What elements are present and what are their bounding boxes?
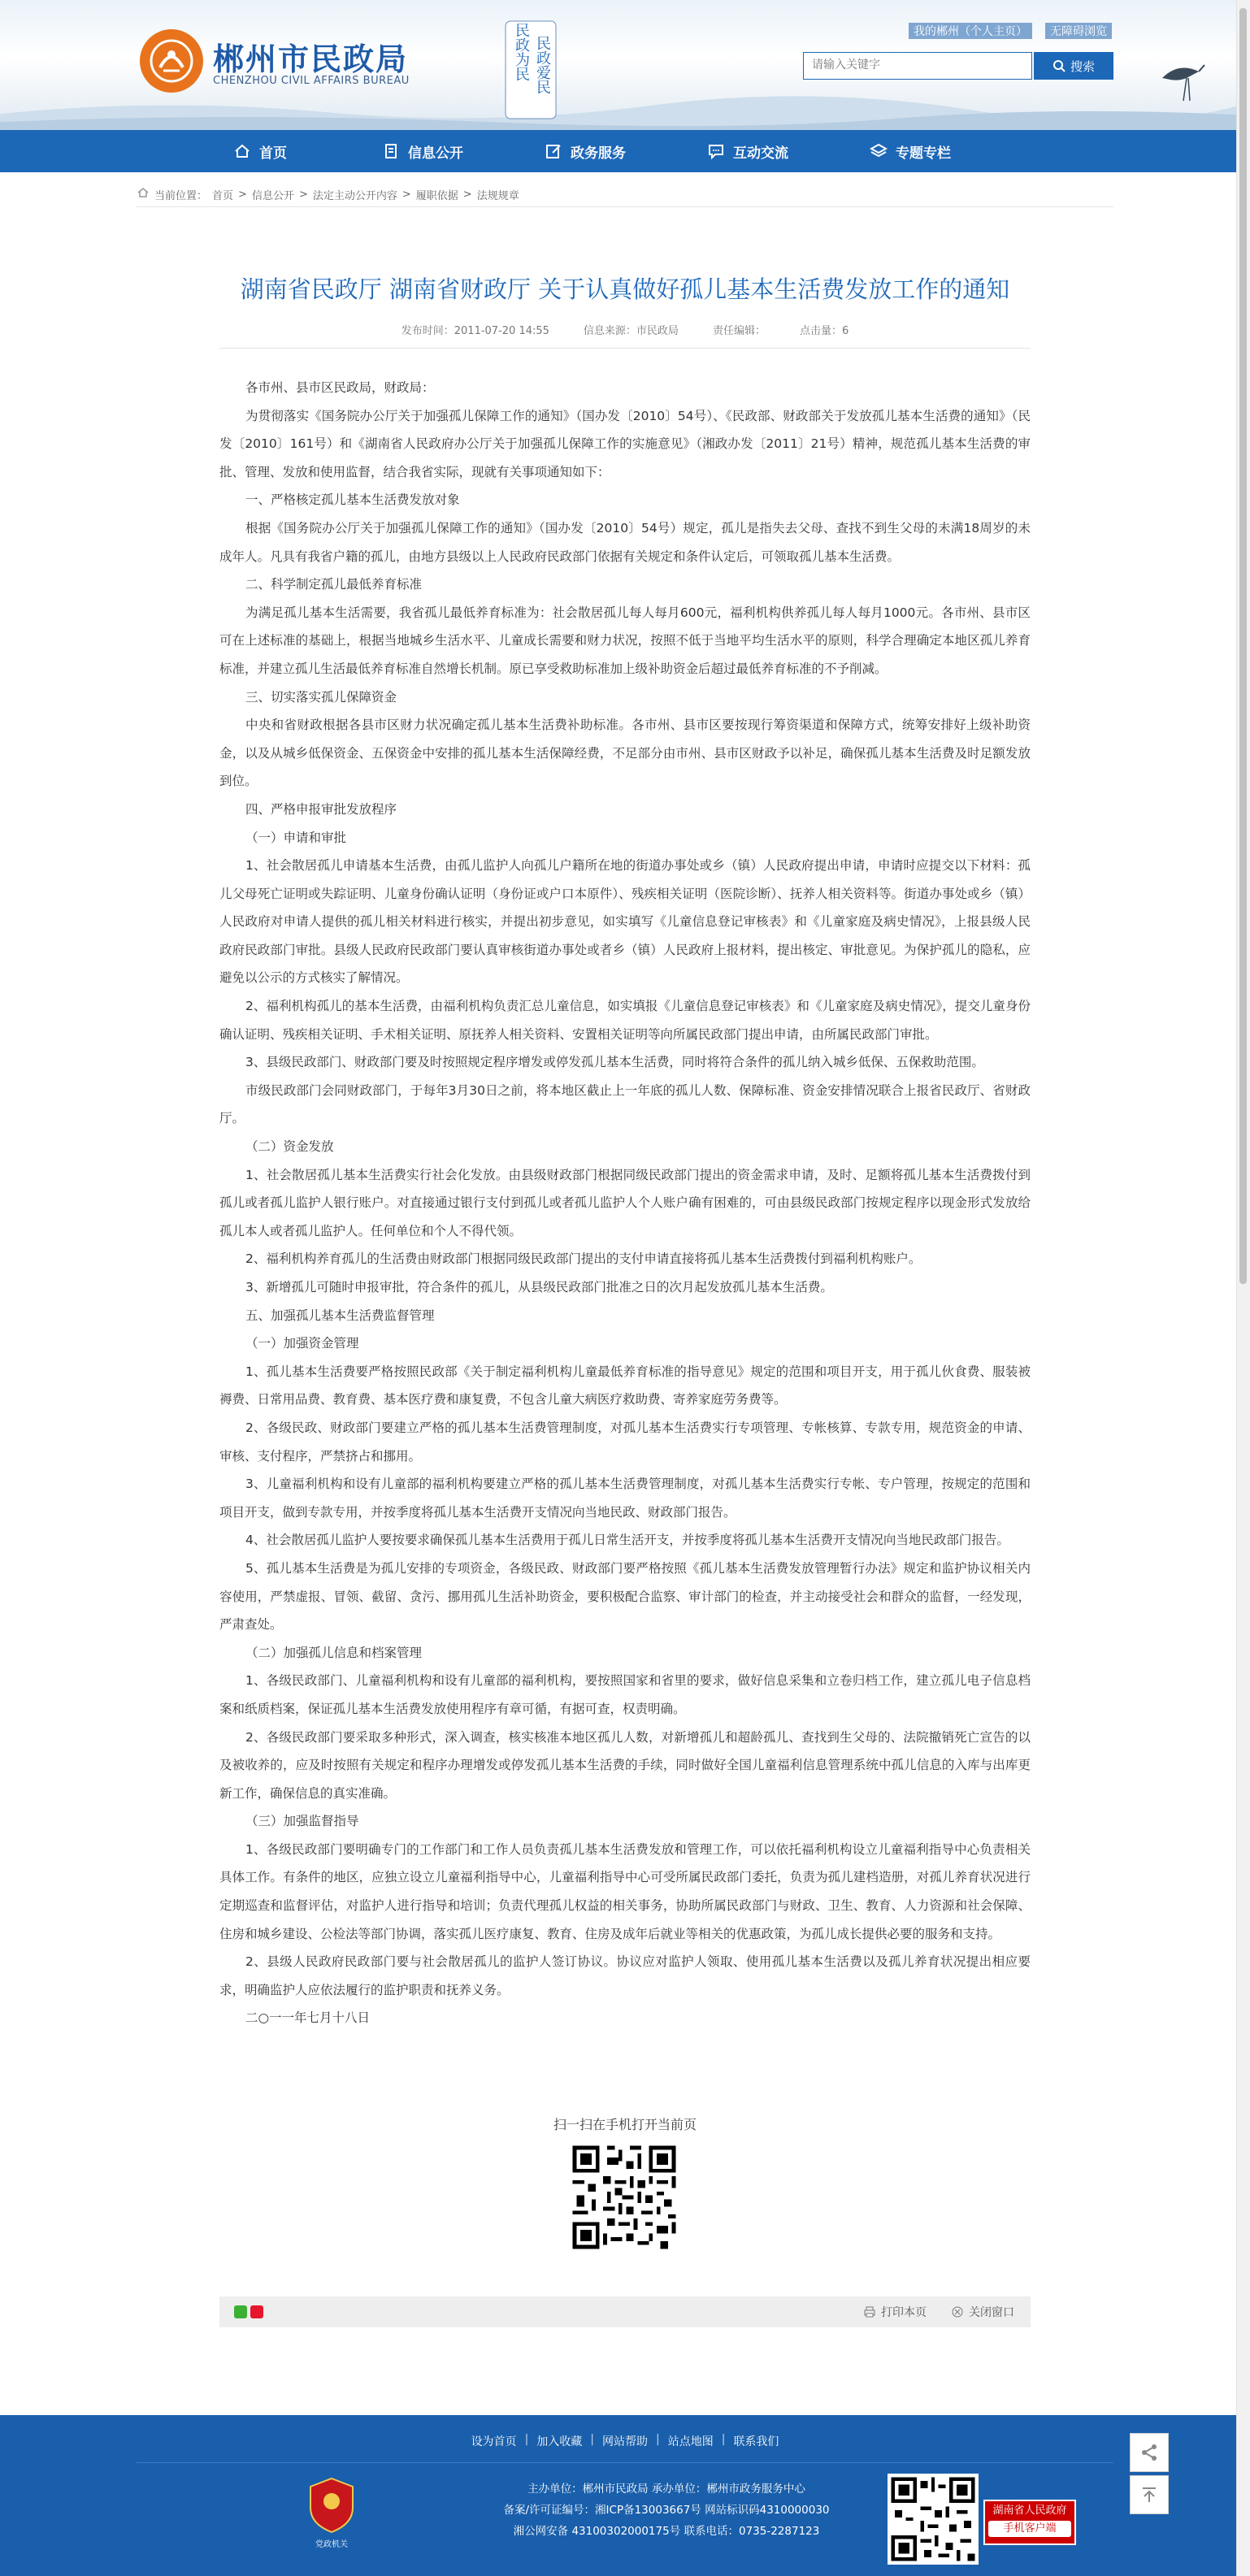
hunan-gov-app-badge[interactable]: [983, 2500, 1076, 2545]
paragraph: （二）资金发放: [245, 1139, 334, 1155]
breadcrumb: 当前位置： 首页 > 信息公开 > 法定主动公开内容 > 履职依据 > 法规规章: [137, 182, 1113, 207]
paragraph: 一、严格核定孤儿基本生活费发放对象: [245, 492, 460, 508]
meta-divider: [219, 348, 1031, 349]
nav-home-label: 首页: [259, 145, 287, 162]
paragraph: （一）加强资金管理: [245, 1336, 359, 1351]
nav-special-topics-label: 专题专栏: [896, 145, 951, 162]
paragraph: 5、孤儿基本生活费是为孤儿安排的专项资金，各级民政、财政部门要严格按照《孤儿基本生活费发放管理暂行办法》规定和监护协议相关内容使用，严禁虚报、冒领、截留、贪污、挪用孤儿生活补助资金，要积极配合监察、审计部门的检查，并主动接受社会和群众的监督，一经发现，严肃查处。: [219, 1560, 1031, 1633]
footer-links: 设为首页 | 加入收藏 | 网站帮助 | 站点地图 | 联系我们: [471, 2433, 779, 2448]
logo-emblem-icon: [149, 38, 194, 84]
search-button-label: 搜索: [1070, 59, 1095, 74]
top-links: [909, 23, 1112, 39]
paragraph: 市级民政部门会同财政部门，于每年3月30日之前，将本地区截止上一年底的孤儿人数、保障标准、资金安排情况联合上报省民政厅、省财政厅。: [219, 1082, 1031, 1126]
footer-link-sitemap[interactable]: 站点地图: [667, 2435, 714, 2448]
paragraph: 1、孤儿基本生活费要严格按照民政部《关于制定福利机构儿童最低养育标准的指导意见》规定的范围和项目开支，用于孤儿伙食费、服装被褥费、日常用品费、教育费、基本医疗费和康复费，不包含儿童大病医疗救助费、寄养家庭劳务费等。: [219, 1364, 1031, 1407]
nav-info-disclosure-label: 信息公开: [408, 145, 463, 162]
footer-link-homepage[interactable]: 设为首页: [471, 2435, 517, 2448]
nav-interaction[interactable]: [666, 130, 829, 172]
editor: 责任编辑：: [712, 325, 766, 337]
arrow-up-icon: [1139, 2484, 1160, 2505]
site-header: [0, 0, 1250, 130]
paragraph: （二）加强孤儿信息和档案管理: [245, 1645, 423, 1660]
breadcrumb-statutory[interactable]: 法定主动公开内容: [312, 189, 397, 202]
share-icons: [234, 2305, 263, 2318]
search-button[interactable]: [1034, 52, 1113, 80]
paragraph: 3、儿童福利机构和设有儿童部的福利机构要建立严格的孤儿基本生活费管理制度，对孤儿基本生活费实行专帐、专户管理，按规定的范围和项目开支，做到专款专用，并按季度将孤儿基本生活费开支情况向当地民政、财政部门报告。: [219, 1477, 1031, 1520]
weibo-share-icon[interactable]: [250, 2305, 263, 2318]
paragraph: 3、县级民政部门、财政部门要及时按照规定程序增发或停发孤儿基本生活费，同时将符合条件的孤儿纳入城乡低保、五保救助范围。: [245, 1055, 984, 1070]
view-count: 点击量：6: [799, 325, 849, 337]
crane-decoration: [1154, 54, 1211, 111]
wechat-share-icon[interactable]: [234, 2305, 247, 2318]
paragraph: 1、各级民政部门要明确专门的工作部门和工作人员负责孤儿基本生活费发放和管理工作，可以依托福利机构设立儿童福利指导中心负责相关具体工作。有条件的地区，应独立设立儿童福利指导中心，儿童福利指导中心可受所属民政部门委托，负责为孤儿建档造册，对孤儿养育状况进行定期巡查和监督评估，对监护人进行指导和培训；负责代理孤儿权益的相关事务，协助所属民政部门与财政、卫生、教育、人力资源和社会保障、住房和城乡建设、公检法等部门协调，落实孤儿医疗康复、教育、住房及成年后就业等相关的优惠政策，为孤儿成长提供必要的服务和支持。: [219, 1841, 1031, 1941]
paragraph: 根据《国务院办公厅关于加强孤儿保障工作的通知》（国办发〔2010〕54号）规定，孤儿是指失去父母、查找不到生父母的未满18周岁的未成年人。凡具有我省户籍的孤儿，由地方县级以上人民政府民政部门依据有关规定和条件认定后，可领取孤儿基本生活费。: [219, 520, 1031, 564]
breadcrumb-label: 当前位置：: [154, 189, 208, 202]
paragraph: （三）加强监督指导: [245, 1814, 359, 1829]
footer-link-help[interactable]: 网站帮助: [602, 2435, 648, 2448]
footer-divider: [137, 2462, 1113, 2463]
site-footer: [0, 2415, 1250, 2576]
paragraph: 4、社会散居孤儿监护人要按要求确保孤儿基本生活费用于孤儿日常生活开支，并按季度将孤儿基本生活费开支情况向当地民政部门报告。: [245, 1533, 1009, 1548]
motto-line-2: 民政爱民: [534, 36, 551, 94]
page-qr-code: [569, 2142, 679, 2253]
signature-date: 二○一一年七月十八日: [245, 2010, 371, 2026]
app-badge-line-1: 湖南省人民政府: [992, 2504, 1067, 2517]
float-share-button[interactable]: [1130, 2433, 1169, 2472]
breadcrumb-info[interactable]: 信息公开: [251, 189, 294, 202]
footer-link-favorite[interactable]: 加入收藏: [536, 2435, 583, 2448]
nav-interaction-label: 互动交流: [733, 145, 788, 162]
footer-police: 湘公网安备 43100302000175号 联系电话：0735-2287123: [513, 2525, 820, 2538]
badge-label: 党政机关: [315, 2540, 348, 2549]
nav-gov-service[interactable]: [504, 130, 666, 172]
article-body: [219, 374, 1031, 2032]
footer-qr-code: [888, 2474, 979, 2565]
search-icon: [1053, 59, 1066, 72]
paragraph: 三、切实落实孤儿保障资金: [245, 689, 397, 705]
nav-info-disclosure[interactable]: [341, 130, 504, 172]
paragraph: 为满足孤儿基本生活需要，我省孤儿最低养育标准为：社会散居孤儿每人每月600元，福利机构供养孤儿每人每月1000元。各市州、县市区可在上述标准的基础上，根据当地城乡生活水平、儿童成长需要和财力状况，按照不低于当地平均生活水平的原则，科学合理确定本地区孤儿养育标准，并建立孤儿生活最低养育标准自然增长机制。原已享受救助标准加上级补助资金后超过最低养育标准的不予削减。: [219, 605, 1031, 676]
close-icon: [951, 2305, 964, 2318]
page-scrollbar[interactable]: [1236, 0, 1250, 2576]
breadcrumb-regulations[interactable]: 法规规章: [476, 189, 519, 202]
app-badge-line-2: 手机客户端: [988, 2521, 1071, 2537]
main-nav: [0, 130, 1250, 172]
paragraph: 1、社会散居孤儿申请基本生活费，由孤儿监护人向孤儿户籍所在地的街道办事处或乡（镇）人民政府提出申请，申请时应提交以下材料：孤儿父母死亡证明或失踪证明、儿童身份确认证明（身份证或户口本原件）、残疾相关证明（医院诊断）、抚养人相关资料等。街道办事处或乡（镇）人民政府对申请人提供的孤儿相关材料进行核实，并提出初步意见，如实填写《儿童信息登记审核表》和《儿童家庭及病史情况》，上报县级人民政府民政部门审批。县级人民政府民政部门要认真审核街道办事处或者乡（镇）人民政府上报材料，提出核定、审批意见。为保护孤儿的隐私，应避免以公示的方式核实了解情况。: [219, 858, 1031, 986]
publish-time: 发布时间：2011-07-20 14:55: [401, 325, 549, 337]
share-icon: [1139, 2442, 1160, 2463]
accessibility-link[interactable]: 无障碍浏览: [1045, 23, 1112, 39]
document-icon: [382, 142, 400, 160]
paragraph: 3、新增孤儿可随时申报审批，符合条件的孤儿，从县级民政部门批准之日的次月起发放孤儿基本生活费。: [245, 1280, 833, 1295]
scrollbar-thumb[interactable]: [1239, 8, 1247, 1284]
qr-caption: 扫一扫在手机打开当前页: [553, 2117, 697, 2132]
site-title: 郴州市民政局: [213, 41, 409, 77]
nav-special-topics[interactable]: [829, 130, 992, 172]
my-chenzhou-link[interactable]: 我的郴州（个人主页）: [909, 23, 1032, 39]
nav-gov-service-label: 政务服务: [571, 145, 626, 162]
breadcrumb-duty-basis[interactable]: 履职依据: [415, 189, 458, 202]
paragraph: 为贯彻落实《国务院办公厅关于加强孤儿保障工作的通知》（国办发〔2010〕54号）、《民政部、财政部关于发放孤儿基本生活费的通知》（民发〔2010〕161号）和《湖南省人民政府办公厅关于加强孤儿保障工作的实施意见》（湘政办发〔2011〕21号）精神，规范孤儿基本生活费的审批、管理、发放和使用监督，结合我省实际，现就有关事项通知如下：: [219, 408, 1031, 479]
paragraph: 1、社会散居孤儿基本生活费实行社会化发放。由县级财政部门根据同级民政部门提出的资金需求申请，及时、足额将孤儿基本生活费拨付到孤儿或者孤儿监护人银行账户。对直接通过银行支付到孤儿或者孤儿监护人个人账户确有困难的，可由县级民政部门按规定程序以现金形式发放给孤儿本人或者孤儿监护人。任何单位和个人不得代领。: [219, 1167, 1031, 1238]
paragraph: 四、严格申报审批发放程序: [245, 801, 397, 817]
info-source: 信息来源：市民政局: [583, 325, 679, 337]
paragraph: 2、福利机构孤儿的基本生活费，由福利机构负责汇总儿童信息，如实填报《儿童信息登记审核表》和《儿童家庭及病史情况》，提交儿童身份确认证明、残疾相关证明、手术相关证明、原抚养人相关资料、安置相关证明等向所属民政部门提出申请，由所属民政部门审批。: [219, 999, 1031, 1042]
paragraph: 五、加强孤儿基本生活费监督管理: [245, 1308, 435, 1323]
paragraph: 中央和省财政根据各县市区财力状况确定孤儿基本生活费补助标准。各市州、县市区要按现行筹资渠道和保障方式，统筹安排好上级补助资金，以及从城乡低保资金、五保资金中安排的孤儿基本生活保障经费，不足部分由市州、县市区财政予以补足，确保孤儿基本生活费及时足额发放到位。: [219, 718, 1031, 789]
close-label: 关闭窗口: [969, 2306, 1014, 2319]
paragraph: （一）申请和审批: [245, 830, 347, 845]
site-subtitle: CHENZHOU CIVIL AFFAIRS BUREAU: [213, 75, 410, 87]
article-toolbar: [219, 2296, 1031, 2327]
footer-sponsor: 主办单位：郴州市民政局 承办单位：郴州市政务服务中心: [527, 2483, 805, 2496]
paragraph: 2、县级人民政府民政部门要与社会散居孤儿的监护人签订协议。协议应对监护人领取、使用孤儿基本生活费以及孤儿养育状况提出相应要求，明确监护人应依法履行的监护职责和抚养义务。: [219, 1954, 1031, 1997]
paragraph: 2、各级民政部门要采取多种形式，深入调查，核实核准本地区孤儿人数，对新增孤儿和超龄孤儿、查找到生父母的、法院撤销死亡宣告的以及被收养的，应及时按照有关规定和程序办理增发或停发孤儿基本生活费的手续，同时做好全国儿童福利信息管理系统中孤儿信息的入库与出库更新工作，确保信息的真实准确。: [219, 1729, 1031, 1801]
site-logo[interactable]: [140, 29, 203, 93]
footer-record: 备案/许可证编号：湘ICP备13003667号 网站标识码4310000030: [503, 2504, 830, 2517]
paragraph: 2、福利机构养育孤儿的生活费由财政部门根据同级民政部门提出的支付申请直接将孤儿基本生活费拨付到福利机构账户。: [245, 1251, 922, 1267]
nav-home[interactable]: [179, 130, 341, 172]
close-window-button[interactable]: [951, 2304, 1014, 2320]
article-meta: [137, 322, 1113, 337]
footer-link-contact[interactable]: 联系我们: [733, 2435, 779, 2448]
chat-icon: [707, 142, 725, 160]
mountain-background: [0, 81, 1250, 130]
paragraph: 2、各级民政、财政部门要建立严格的孤儿基本生活费管理制度，对孤儿基本生活费实行专项管理、专帐核算、专款专用，规范资金的申请、审核、支付程序，严禁挤占和挪用。: [219, 1420, 1031, 1464]
footer-info: [439, 2478, 894, 2542]
motto-line-1: 民政为民: [513, 23, 530, 81]
party-gov-badge[interactable]: [307, 2477, 356, 2534]
layers-icon: [870, 142, 888, 160]
print-icon: [863, 2305, 876, 2318]
edit-icon: [545, 142, 562, 160]
search-input[interactable]: [804, 53, 1031, 77]
greeting: 各市州、县市区民政局，财政局：: [245, 380, 435, 395]
print-label: 打印本页: [881, 2306, 927, 2319]
paragraph: 1、各级民政部门、儿童福利机构和设有儿童部的福利机构，要按照国家和省里的要求，做好信息采集和立卷归档工作，建立孤儿电子信息档案和纸质档案，保证孤儿基本生活费发放使用程序有章可循，有据可查，权责明确。: [219, 1673, 1031, 1716]
back-to-top-button[interactable]: [1130, 2475, 1169, 2514]
paragraph: 二、科学制定孤儿最低养育标准: [245, 577, 423, 592]
search-box: [803, 52, 1032, 80]
location-home-icon: [137, 186, 150, 202]
print-button[interactable]: [863, 2304, 927, 2320]
article-title: 湖南省民政厅 湖南省财政厅 关于认真做好孤儿基本生活费发放工作的通知: [240, 275, 1010, 303]
home-icon: [233, 142, 251, 160]
breadcrumb-home[interactable]: 首页: [212, 189, 234, 202]
